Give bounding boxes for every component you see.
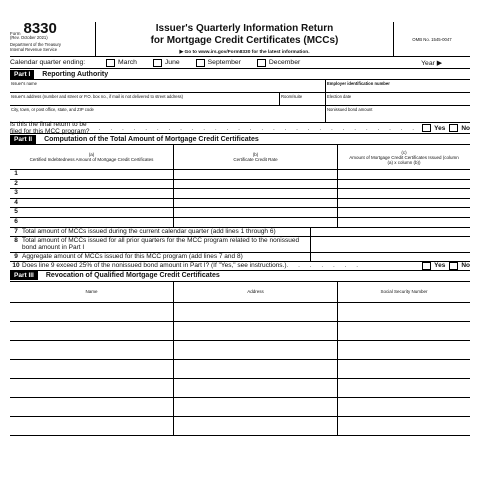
revocation-ssn-cell[interactable] — [338, 322, 470, 340]
line-4-col-c[interactable] — [338, 199, 470, 208]
final-no-label: No — [461, 124, 470, 132]
line-3-col-b[interactable] — [174, 189, 338, 198]
revocation-name-cell[interactable] — [10, 379, 174, 397]
revocation-ssn-cell[interactable] — [338, 303, 470, 321]
june-checkbox[interactable] — [153, 59, 162, 67]
city-field[interactable] — [10, 106, 326, 122]
revocation-ssn-cell[interactable] — [338, 379, 470, 397]
name-column-header: Name — [10, 282, 174, 302]
line-2-col-b[interactable] — [174, 180, 338, 189]
department-line-2: Internal Revenue Service — [10, 46, 58, 52]
form-title-line-2: for Mortgage Credit Certificates (MCCs) — [150, 35, 339, 46]
table-row — [10, 180, 470, 190]
line-number: 2 — [14, 179, 18, 187]
line-6-col-a[interactable] — [22, 218, 174, 227]
table-row — [10, 170, 470, 180]
room-field[interactable] — [280, 93, 326, 105]
revocation-ssn-cell[interactable] — [338, 341, 470, 359]
part2-lines — [10, 170, 470, 228]
calendar-quarter-row — [10, 57, 470, 69]
form-page — [10, 0, 470, 436]
table-row — [10, 379, 470, 398]
part1-badge: Part I — [10, 70, 34, 79]
address-field[interactable] — [10, 93, 280, 105]
line-4-col-b[interactable] — [174, 199, 338, 208]
col-c-header — [338, 145, 470, 169]
final-yes-label: Yes — [434, 124, 446, 132]
part1-header — [10, 69, 470, 80]
revision-date: (Rev. October 2021) — [10, 35, 48, 40]
revocation-address-cell[interactable] — [174, 417, 338, 435]
line-9-text: Aggregate amount of MCCs issued for this MCC program (add lines 7 and 8) — [22, 253, 311, 261]
line-1-col-c[interactable] — [338, 170, 470, 179]
part2-badge: Part II — [10, 135, 36, 144]
line10-no-checkbox[interactable] — [449, 262, 458, 270]
line-3-col-c[interactable] — [338, 189, 470, 198]
leader-dots: . . . . . . . — [286, 261, 363, 269]
nonissued-bond-field[interactable] — [326, 106, 470, 122]
line-1-col-a[interactable] — [22, 170, 174, 179]
revocation-ssn-cell[interactable] — [338, 417, 470, 435]
table-row — [10, 218, 470, 228]
line-number: 6 — [14, 217, 18, 225]
line-3-col-a[interactable] — [22, 189, 174, 198]
line-6-col-c[interactable] — [338, 218, 470, 227]
line-10-text: Does line 9 exceed 25% of the nonissued bond amount in Part I? (If "Yes," see instructions.) — [22, 261, 287, 269]
line-number: 4 — [14, 198, 18, 206]
revocation-address-cell[interactable] — [174, 398, 338, 416]
march-checkbox[interactable] — [106, 59, 115, 67]
ein-label: Employer identification number — [327, 81, 390, 86]
line-10-number: 10 — [12, 261, 20, 269]
line-number: 1 — [14, 170, 18, 177]
final-return-text: Is this the final return to be filed for this MCC program? — [10, 121, 90, 135]
election-date-label: Election date — [327, 94, 352, 99]
line10-yes-checkbox[interactable] — [422, 262, 431, 270]
revocation-ssn-cell[interactable] — [338, 360, 470, 378]
line-8-amount[interactable] — [311, 237, 470, 252]
part2-summary — [10, 228, 470, 271]
september-label: September — [207, 59, 241, 66]
line-5-col-c[interactable] — [338, 208, 470, 217]
leader-dots: . . . . . . . . . . . . . . . . . . . . . . . . . . . . — [98, 124, 419, 132]
june-label: June — [164, 59, 180, 66]
ssn-column-header: Social Security Number — [380, 289, 428, 295]
line-2-col-c[interactable] — [338, 180, 470, 189]
line-6-col-b[interactable] — [174, 218, 338, 227]
table-row — [10, 398, 470, 417]
revocation-name-cell[interactable] — [10, 322, 174, 340]
line-7-text: Total amount of MCCs issued during the current calendar quarter (add lines 1 through 6) — [22, 228, 311, 236]
line-number: 5 — [14, 208, 18, 216]
part3-rows — [10, 303, 470, 436]
december-label: December — [268, 59, 301, 66]
part2-column-headers — [10, 145, 470, 170]
col-b-letter: (b) — [252, 152, 259, 157]
revocation-address-cell[interactable] — [174, 303, 338, 321]
table-row — [10, 417, 470, 436]
line-4-col-a[interactable] — [22, 199, 174, 208]
line-1-col-b[interactable] — [174, 170, 338, 179]
september-checkbox[interactable] — [196, 59, 205, 67]
line-9-amount[interactable] — [311, 253, 470, 261]
col-a-header — [10, 145, 174, 169]
revocation-name-cell[interactable] — [10, 417, 174, 435]
election-date-field[interactable] — [326, 93, 470, 105]
issuer-name-field[interactable] — [10, 80, 326, 92]
final-return-question — [10, 123, 470, 134]
march-label: March — [118, 59, 137, 66]
revocation-name-cell[interactable] — [10, 341, 174, 359]
ein-field[interactable] — [326, 80, 470, 92]
part2-header — [10, 134, 470, 145]
col-b-label: Certificate Credit Rate — [233, 157, 278, 162]
line10-yes-label: Yes — [434, 261, 446, 269]
line-2-col-a[interactable] — [22, 180, 174, 189]
issuer-name-label: Issuer's name — [11, 81, 37, 86]
revocation-address-cell[interactable] — [174, 379, 338, 397]
part3-title: Revocation of Qualified Mortgage Credit Certificates — [45, 272, 220, 280]
line-5-col-b[interactable] — [174, 208, 338, 217]
col-c-label: Amount of Mortgage Credit Certificates Issued (column (a) x column (b)) — [349, 154, 459, 165]
line-9-number: 9 — [14, 252, 18, 260]
calendar-quarter-label: Calendar quarter ending: — [10, 59, 86, 66]
department-line-1: Department of the Treasury — [10, 41, 61, 47]
room-label: Room/suite — [281, 94, 303, 99]
line-8-number: 8 — [14, 236, 18, 244]
table-row — [10, 199, 470, 209]
year-label: Year ▶ — [421, 59, 442, 67]
address-column-header: Address — [174, 282, 338, 302]
table-row — [10, 208, 470, 218]
line-7-amount[interactable] — [311, 228, 470, 236]
table-row — [10, 303, 470, 322]
december-checkbox[interactable] — [257, 59, 266, 67]
table-row — [10, 360, 470, 379]
part1-title: Reporting Authority — [42, 70, 109, 78]
nonissued-bond-label: Nonissued bond amount — [327, 107, 373, 112]
address-label: Issuer's address (number and street or P.O. box no., if mail is not delivered to street address) — [11, 94, 184, 99]
line-8-text: Total amount of MCCs issued for all prior quarters for the MCC program related to the nonissued bond amount in Part I — [22, 237, 311, 252]
revocation-name-cell[interactable] — [10, 360, 174, 378]
col-a-letter: (a) — [88, 152, 95, 157]
revocation-address-cell[interactable] — [174, 341, 338, 359]
revocation-name-cell[interactable] — [10, 398, 174, 416]
part2-title: Computation of the Total Amount of Mortgage Credit Certificates — [44, 135, 259, 143]
instructions-link[interactable]: ▶ Go to www.irs.gov/Form8330 for the latest information. — [179, 50, 310, 55]
form-header — [10, 22, 470, 57]
table-row — [10, 189, 470, 199]
table-row — [10, 341, 470, 360]
final-no-checkbox[interactable] — [449, 124, 458, 132]
final-yes-checkbox[interactable] — [422, 124, 431, 132]
form-title-block — [96, 22, 394, 56]
line10-no-label: No — [461, 261, 470, 269]
line-5-col-a[interactable] — [22, 208, 174, 217]
revocation-ssn-cell[interactable] — [338, 398, 470, 416]
form-word: Form — [10, 30, 21, 36]
form-number: 8330 — [23, 20, 57, 37]
table-row — [10, 322, 470, 341]
col-b-header — [174, 145, 338, 169]
line-7-number: 7 — [14, 227, 18, 235]
form-id-block — [10, 22, 96, 56]
col-a-label: Certified Indebtedness Amount of Mortgage Credit Certificates — [29, 157, 154, 162]
omb-number: OMB No. 1545-0047 — [412, 36, 452, 42]
part3-header — [10, 271, 470, 282]
part3-badge: Part III — [10, 271, 38, 280]
revocation-address-cell[interactable] — [174, 322, 338, 340]
form-title-line-1: Issuer's Quarterly Information Return — [155, 23, 334, 34]
revocation-address-cell[interactable] — [174, 360, 338, 378]
revocation-name-cell[interactable] — [10, 303, 174, 321]
line-number: 3 — [14, 189, 18, 197]
col-c-letter: (c) — [401, 149, 407, 155]
part3-column-headers — [10, 282, 470, 303]
city-label: City, town, or post office, state, and ZIP code — [11, 107, 94, 112]
